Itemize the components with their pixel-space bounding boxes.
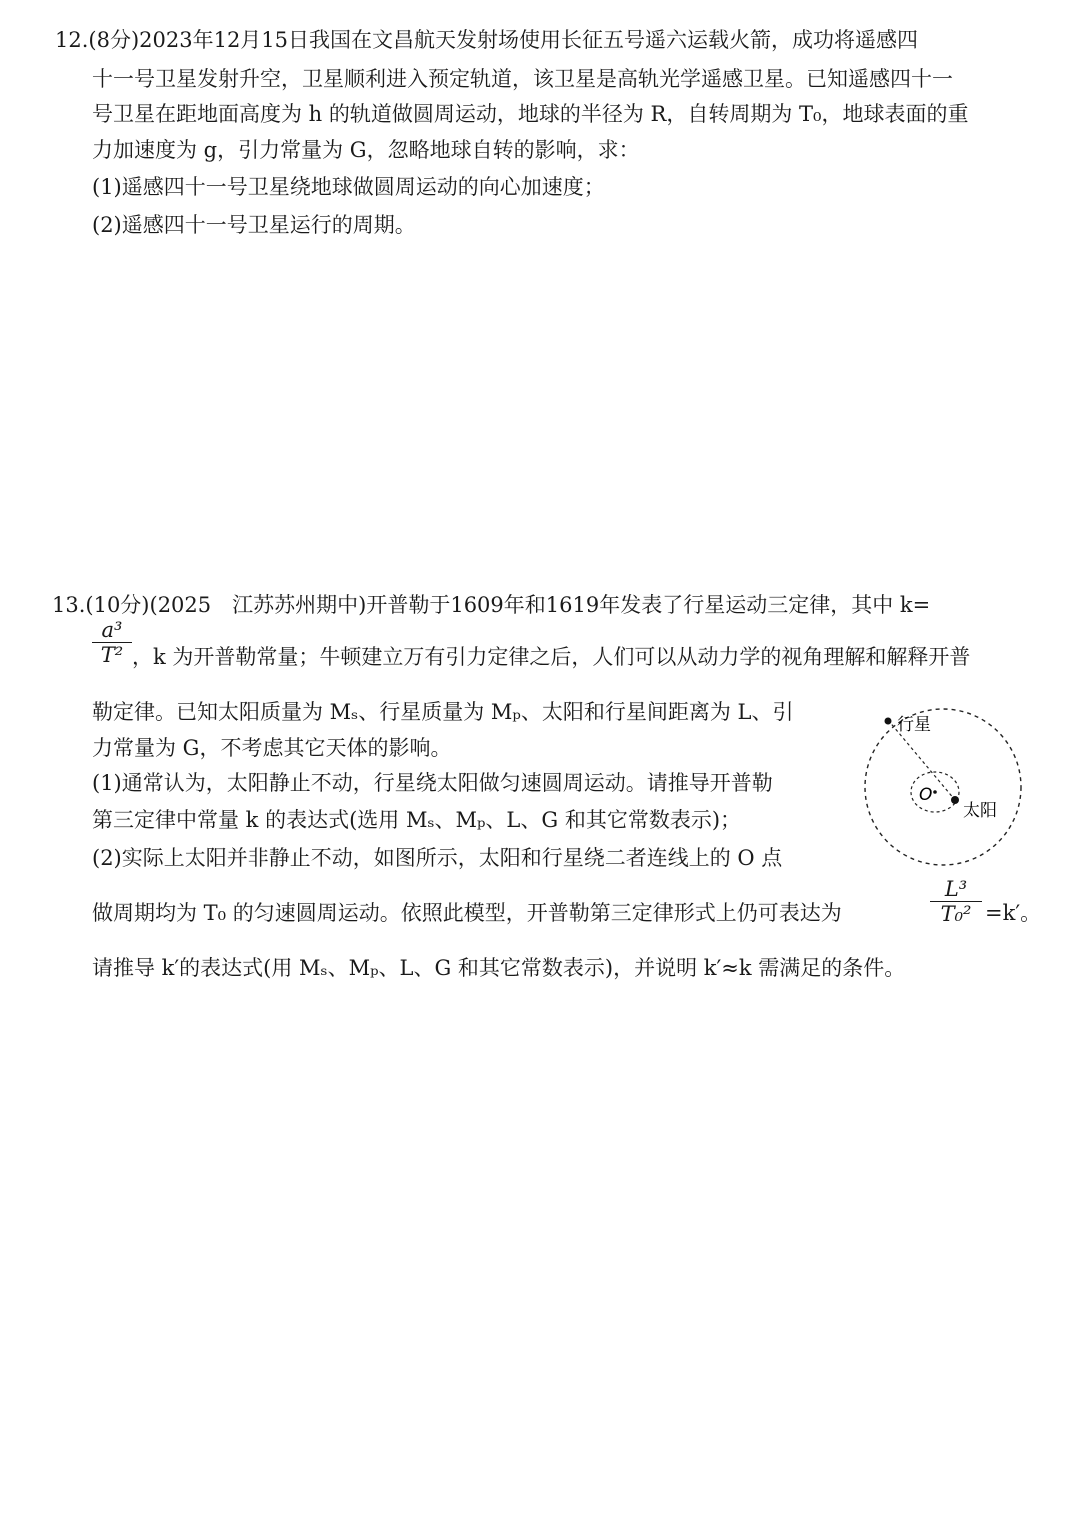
q12-sub-question-2: (2)遥感四十一号卫星运行的周期。: [92, 213, 416, 237]
fraction-numerator: L³: [944, 877, 968, 901]
q13-line-6: 第三定律中常量 k 的表达式(选用 Mₛ、Mₚ、L、G 和其它常数表示)；: [92, 808, 742, 832]
sun-dot: [951, 796, 959, 804]
sun-label: 太阳: [963, 801, 997, 821]
planet-orbit-circle: [865, 709, 1021, 865]
q12-line-1: 12.(8分)2023年12月15日我国在文昌航天发射场使用长征五号遥六运载火箭，成功将遥感四: [55, 28, 919, 52]
q13-sub-question-1: (1)通常认为，太阳静止不动，行星绕太阳做匀速圆周运动。请推导开普勒: [92, 771, 773, 795]
q12-sub-question-1: (1)遥感四十一号卫星绕地球做圆周运动的向心加速度；: [92, 175, 605, 199]
q13-line-1: 13.(10分)(2025 江苏苏州期中)开普勒于1609年和1619年发表了行星运动三定律，其中 k=: [52, 593, 931, 617]
q13-line-8-end: =k′。: [985, 901, 1042, 925]
fraction-numerator: a³: [101, 618, 123, 642]
q13-line-3: 勒定律。已知太阳质量为 Mₛ、行星质量为 Mₚ、太阳和行星间距离为 L、引: [92, 700, 794, 724]
q12-line-3: 号卫星在距地面高度为 h 的轨道做圆周运动，地球的半径为 R，自转周期为 T₀，地球表面的重: [92, 102, 969, 126]
q12-line-4: 力加速度为 g，引力常量为 G，忽略地球自转的影响，求：: [92, 138, 640, 162]
q13-line-9: 请推导 k′的表达式(用 Mₛ、Mₚ、L、G 和其它常数表示)，并说明 k′≈k 需满足的条件。: [92, 956, 906, 980]
planet-dot: [885, 718, 892, 725]
planet-label: 行星: [897, 715, 931, 735]
center-label: O: [919, 785, 933, 805]
q13-line-4: 力常量为 G，不考虑其它天体的影响。: [92, 736, 452, 760]
q13-line-8: 做周期均为 T₀ 的匀速圆周运动。依照此模型，开普勒第三定律形式上仍可表达为: [92, 901, 842, 925]
orbit-diagram: [855, 700, 1030, 870]
fraction-denominator: T₀²: [940, 902, 972, 926]
center-point: [933, 790, 937, 794]
kepler-fraction-L3-T02: [930, 877, 982, 926]
q13-sub-question-2: (2)实际上太阳并非静止不动，如图所示，太阳和行星绕二者连线上的 O 点: [92, 846, 783, 870]
q12-line-2: 十一号卫星发射升空，卫星顺利进入预定轨道，该卫星是高轨光学遥感卫星。已知遥感四十一: [92, 67, 953, 91]
fraction-denominator: T²: [100, 643, 124, 667]
q13-line-2: ，k 为开普勒常量；牛顿建立万有引力定律之后，人们可以从动力学的视角理解和解释开普: [132, 645, 971, 669]
kepler-fraction-a3-t2: [92, 618, 132, 667]
